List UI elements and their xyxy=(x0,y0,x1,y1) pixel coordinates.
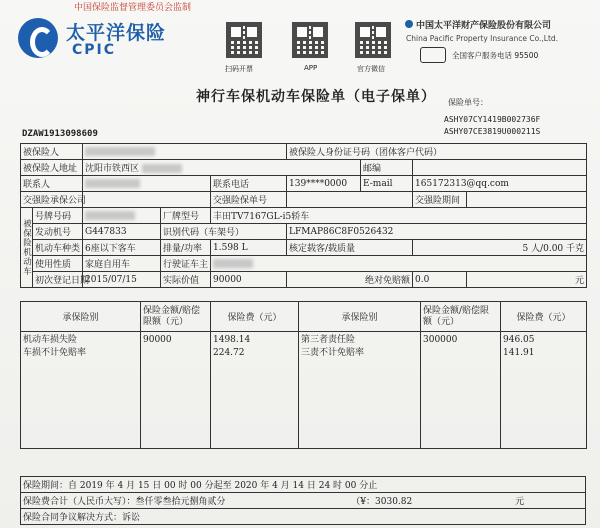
vehicle-side-label: 被保险机动车 xyxy=(21,208,33,288)
insured-value xyxy=(83,144,287,160)
dispute-label: 保险合同争议解决方式： xyxy=(23,513,123,523)
cov-left-name-2: 车损不计免赔率 xyxy=(23,348,87,358)
policy-no-1: ASHY07CY1419B002736F xyxy=(444,115,541,124)
model-value: 丰田TV7167GL-i5轿车 xyxy=(211,208,587,224)
license-value xyxy=(211,256,587,272)
doc-code: DZAW1913098609 xyxy=(22,129,98,139)
reg-date-value: 2015/07/15 xyxy=(83,272,161,288)
model-label: 厂牌型号 xyxy=(161,208,211,224)
cov-right-amounts xyxy=(421,332,501,449)
cov-header-premium-left: 保险费（元） xyxy=(211,302,299,332)
policy-no-2: ASHY07CE3819U000211S xyxy=(444,127,541,136)
total-row xyxy=(21,493,586,509)
qr-label-invoice: 扫码开票 xyxy=(225,65,253,73)
cov-right-premium-1: 946.05 xyxy=(503,335,535,345)
cov-left-premium-1: 1498.14 xyxy=(213,335,251,345)
deductible-value: 0.0 xyxy=(413,272,467,288)
contact-value xyxy=(83,176,211,192)
cov-right-amount-1: 300000 xyxy=(423,335,458,345)
email-value: 165172313@qq.com xyxy=(413,176,587,192)
compulsory-insurer-label: 交强险承保公司 xyxy=(21,192,83,208)
cpic-logo-icon xyxy=(18,18,58,58)
cov-right-premium-2: 141.91 xyxy=(503,348,535,358)
postcode-label: 邮编 xyxy=(361,160,413,176)
total-label: 保险费合计（人民币大写）： xyxy=(23,497,136,507)
qr-app-icon xyxy=(292,22,328,58)
id-label: 被保险人身份证号码（团体客户代码） xyxy=(287,144,587,160)
qr-label-app: APP xyxy=(304,64,318,72)
regulator-line: 中国保险监督管理委员会监制 xyxy=(74,3,192,13)
cov-header-amount-right: 保险金额/赔偿限额（元） xyxy=(421,302,501,332)
cov-left-name-1: 机动车损失险 xyxy=(23,335,78,345)
brand-en: CPIC xyxy=(72,42,117,58)
hotline: 全国客户服务电话 95500 xyxy=(452,51,539,60)
cov-header-amount-left: 保险金额/赔偿限额（元） xyxy=(141,302,211,332)
postcode-value xyxy=(413,160,587,176)
dispute-value: 诉讼 xyxy=(122,513,141,523)
reg-date-label: 初次登记日期 xyxy=(33,272,83,288)
capacity-value: 5 人/0.00 千克 xyxy=(413,240,587,256)
cov-header-premium-right: 保险费（元） xyxy=(501,302,587,332)
vin-label: 识别代码（车架号） xyxy=(161,224,287,240)
compulsory-period-label: 交强险期间 xyxy=(413,192,467,208)
usage-label: 使用性质 xyxy=(33,256,83,272)
cov-left-premium-2: 224.72 xyxy=(213,348,245,358)
cov-right-premiums xyxy=(501,332,587,449)
engine-value: G447833 xyxy=(83,224,161,240)
cov-left-amounts xyxy=(141,332,211,449)
total-num: 3030.82 xyxy=(375,497,413,507)
phone-label: 联系电话 xyxy=(211,176,287,192)
coverage-table xyxy=(20,301,587,449)
compulsory-policy-value xyxy=(287,192,413,208)
compulsory-insurer-value xyxy=(83,192,211,208)
policy-no-label: 保险单号： xyxy=(448,98,488,107)
actual-value-label: 实际价值 xyxy=(161,272,211,288)
email-label: E-mail xyxy=(361,176,413,192)
cov-left-amount-1: 90000 xyxy=(143,335,172,345)
license-label: 行驶证车主 xyxy=(161,256,211,272)
displacement-label: 排量/功率 xyxy=(161,240,211,256)
total-prefix: （¥： xyxy=(351,497,376,507)
cov-left-names xyxy=(21,332,141,449)
period-row xyxy=(21,477,586,493)
cov-left-premiums xyxy=(211,332,299,449)
dispute-row xyxy=(21,509,586,525)
capacity-label: 核定载客/载质量 xyxy=(287,240,413,256)
policy-form-table xyxy=(20,143,587,288)
insured-label: 被保险人 xyxy=(21,144,83,160)
address-value: 沈阳市铁西区 xyxy=(83,160,361,176)
vin-value: LFMAP86C8F0526432 xyxy=(287,224,587,240)
brand-cn: 太平洋保险 xyxy=(66,22,167,44)
cov-header-name-right: 承保险别 xyxy=(299,302,421,332)
cov-right-name-2: 三责不计免赔率 xyxy=(301,348,365,358)
plate-value xyxy=(83,208,161,224)
phone-value: 139****0000 xyxy=(287,176,361,192)
document-title: 神行车保机动车保险单（电子保单） xyxy=(196,89,436,105)
company-en: China Pacific Property Insurance Co.,Ltd. xyxy=(406,34,559,43)
engine-label: 发动机号 xyxy=(33,224,83,240)
contact-label: 联系人 xyxy=(21,176,83,192)
cov-right-names xyxy=(299,332,421,449)
compulsory-policy-label: 交强险保单号 xyxy=(211,192,287,208)
displacement-value: 1.598 L xyxy=(211,240,287,256)
company-cn: 中国太平洋财产保险股份有限公司 xyxy=(416,21,552,31)
usage-value: 家庭自用车 xyxy=(83,256,161,272)
qr-invoice-icon xyxy=(226,22,262,58)
type-value: 6座以下客车 xyxy=(83,240,161,256)
plate-label: 号牌号码 xyxy=(33,208,83,224)
qr-wechat-icon xyxy=(355,22,391,58)
qr-label-wechat: 官方微信 xyxy=(357,65,385,73)
cov-right-name-1: 第三者责任险 xyxy=(301,335,356,345)
company-logo-icon xyxy=(405,20,413,28)
type-label: 机动车种类 xyxy=(33,240,83,256)
total-unit: 元 xyxy=(515,497,525,507)
deductible-label: 绝对免赔额 xyxy=(287,272,413,288)
period-label: 保险期间： xyxy=(23,481,69,491)
compulsory-period-value xyxy=(467,192,587,208)
phone-icon xyxy=(420,47,446,63)
actual-value-value: 90000 xyxy=(211,272,287,288)
address-label: 被保险人地址 xyxy=(21,160,83,176)
deductible-unit: 元 xyxy=(467,272,587,288)
footer-table xyxy=(20,476,586,525)
total-cn: 叁仟零叁拾元捌角贰分 xyxy=(135,497,226,507)
period-text: 自 2019 年 4 月 15 日 00 时 00 分起至 2020 年 4 月 14 日 24 时 00 分止 xyxy=(68,481,378,491)
cov-header-name-left: 承保险别 xyxy=(21,302,141,332)
